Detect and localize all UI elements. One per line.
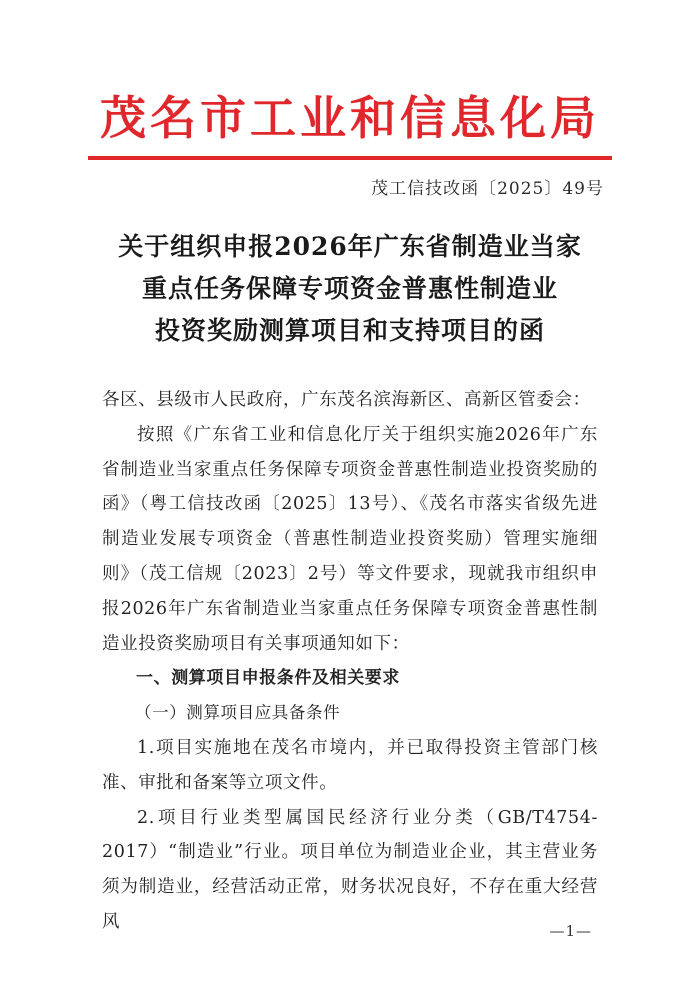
issuer-masthead: 茂名市工业和信息化局 [100,91,600,145]
document-number: 茂工信技改函〔2025〕49号 [371,179,604,199]
opening-paragraph: 按照《广东省工业和信息化厅关于组织实施2026年广东省制造业当家重点任务保障专项资金普惠性制造业投资奖励的函》（粤工信技改函〔2025〕13号）、《茂名市落实省级先进制造业发展专项资金（普惠性制造业投资奖励）管理实施细则》（茂工信规〔2023〕2号）等文件要求，现就我市组织申报2026年广东省制造业当家重点任务保障专项资金普惠性制造业投资奖励项目有关事项通知如下： [102,424,598,654]
page-number: —1— [549,922,592,940]
title-line-1: 关于组织申报2026年广东省制造业当家 [118,232,582,261]
list-item-1: 1.项目实施地在茂名市境内，并已取得投资主管部门核准、审批和备案等立项文件。 [102,737,598,793]
red-divider-line [88,156,612,160]
section-heading: 一、测算项目申报条件及相关要求 [136,668,400,689]
list-item-2: 2.项目行业类型属国民经济行业分类（GB/T4754-2017）“制造业”行业。项目单位为制造业企业，其主营业务须为制造业，经营活动正常，财务状况良好，不存在重大经营风 [102,807,598,932]
document-body [102,383,598,940]
title-line-3: 投资奖励测算项目和支持项目的函 [154,316,545,345]
document-title [0,226,700,352]
title-line-2: 重点任务保障专项资金普惠性制造业 [141,274,558,303]
addressee-line: 各区、县级市人民政府，广东茂名滨海新区、高新区管委会： [102,390,591,410]
subsection-heading: （一）测算项目应具备条件 [135,703,341,723]
